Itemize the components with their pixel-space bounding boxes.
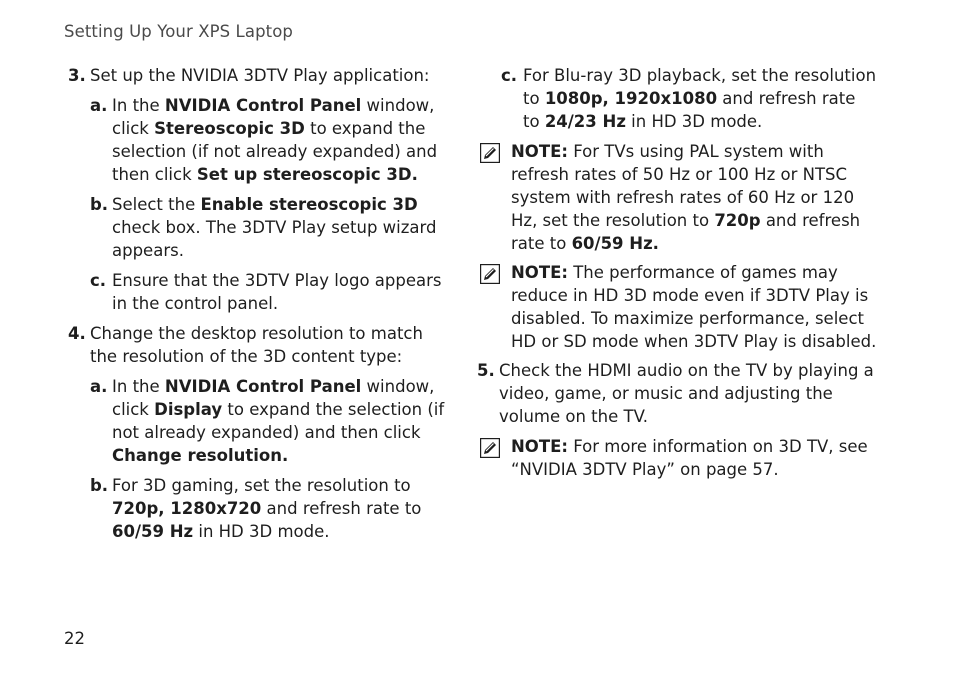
step-4 xyxy=(64,322,454,543)
text: In the xyxy=(112,377,165,396)
bold-text: Enable stereoscopic 3D xyxy=(200,195,418,214)
note-2 xyxy=(477,261,877,353)
bold-text: 720p, 1280x720 xyxy=(112,499,262,518)
running-header: Setting Up Your XPS Laptop xyxy=(64,22,293,41)
bold-text: 60/59 Hz xyxy=(112,522,194,541)
note-pencil-icon xyxy=(480,143,500,163)
bold-text: 720p xyxy=(714,211,761,230)
text: The performance of games may reduce in HD 3D mode even if 3DTV Play is disabled. To maximize performance, select HD or SD mode when 3DTV Play is disabled. xyxy=(511,263,877,351)
text: For Blu-ray 3D playback, set the resolution to xyxy=(523,66,877,108)
step-3 xyxy=(64,64,454,315)
text: and refresh rate to xyxy=(511,211,861,253)
bold-text: Change resolution. xyxy=(112,446,289,465)
text: to expand the selection (if not already expanded) and then click xyxy=(112,400,445,442)
text: in HD 3D mode. xyxy=(625,112,763,131)
note-pencil-icon xyxy=(480,264,500,284)
text: to expand the selection (if not already expanded) and then click xyxy=(112,119,438,184)
substep-4c xyxy=(501,64,877,133)
text: and refresh rate to xyxy=(523,89,856,131)
substep-letter: b. xyxy=(90,476,109,495)
substeps xyxy=(90,94,454,315)
text: Ensure that the 3DTV Play logo appears in the control panel. xyxy=(112,271,442,313)
note-pencil-icon xyxy=(480,438,500,458)
substeps xyxy=(90,375,454,543)
text: For TVs using PAL system with refresh rates of 50 Hz or 100 Hz or NTSC system with refresh rates of 60 Hz or 120 Hz, set the resolution to xyxy=(511,142,855,230)
left-column xyxy=(64,64,454,550)
text: In the xyxy=(112,96,165,115)
substep-letter: a. xyxy=(90,377,108,396)
bold-text: 60/59 Hz. xyxy=(571,234,659,253)
right-column xyxy=(477,64,877,487)
bold-text: NVIDIA Control Panel xyxy=(164,96,362,115)
step-number: 3. xyxy=(68,66,86,85)
bold-text: NVIDIA Control Panel xyxy=(164,377,362,396)
note-3 xyxy=(477,435,877,481)
substep-4a xyxy=(90,375,454,467)
step-number: 5. xyxy=(477,361,495,380)
note-label: NOTE: xyxy=(511,263,568,282)
page-number: 22 xyxy=(64,629,85,648)
text: in HD 3D mode. xyxy=(193,522,330,541)
substep-3c xyxy=(90,269,454,315)
note-1 xyxy=(477,140,877,255)
substep-letter: a. xyxy=(90,96,108,115)
text: check box. The 3DTV Play setup wizard appears. xyxy=(112,218,437,260)
substep-letter: c. xyxy=(90,271,107,290)
text: For more information on 3D TV, see “NVIDIA 3DTV Play” on page 57. xyxy=(511,437,868,479)
substep-3a xyxy=(90,94,454,186)
substep-3b xyxy=(90,193,454,262)
bold-text: Display xyxy=(154,400,223,419)
bold-text: Set up stereoscopic 3D. xyxy=(196,165,418,184)
step-5 xyxy=(477,359,877,428)
step-text: Check the HDMI audio on the TV by playing a video, game, or music and adjusting the volume on the TV. xyxy=(499,361,874,426)
step-text: Set up the NVIDIA 3DTV Play application: xyxy=(90,66,430,85)
note-label: NOTE: xyxy=(511,142,568,161)
text: window, click xyxy=(112,96,435,138)
bold-text: 24/23 Hz xyxy=(544,112,626,131)
step-text: Change the desktop resolution to match the resolution of the 3D content type: xyxy=(90,324,423,366)
substep-4b xyxy=(90,474,454,543)
text: and refresh rate to xyxy=(261,499,422,518)
note-label: NOTE: xyxy=(511,437,568,456)
substep-letter: c. xyxy=(501,66,518,85)
text: Select the xyxy=(112,195,201,214)
text: window, click xyxy=(112,377,435,419)
substep-letter: b. xyxy=(90,195,109,214)
step-number: 4. xyxy=(68,324,86,343)
bold-text: 1080p, 1920x1080 xyxy=(544,89,718,108)
text: For 3D gaming, set the resolution to xyxy=(112,476,411,495)
bold-text: Stereoscopic 3D xyxy=(154,119,305,138)
